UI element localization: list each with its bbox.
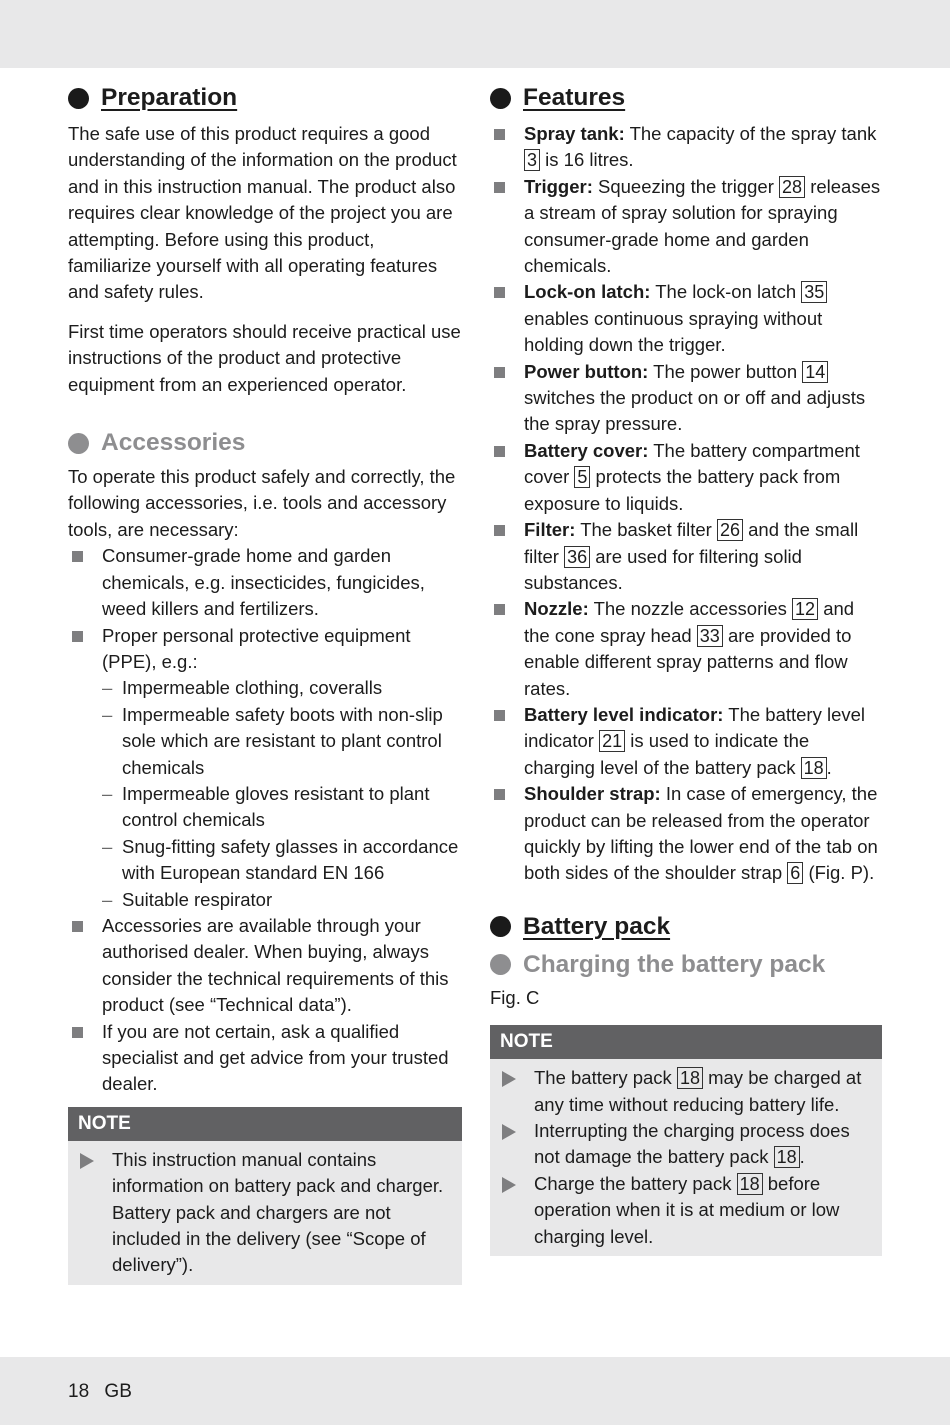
features-heading: Features (490, 82, 882, 114)
feature-lock-on-latch: Lock-on latch: The lock-on latch 35 enables continuous spraying without holding down the trigger. (490, 279, 882, 358)
sub-list-item: – Impermeable gloves resistant to plant control chemicals (102, 781, 462, 834)
ref-number: 3 (524, 149, 540, 171)
bullet-dot-icon (490, 954, 511, 975)
feature-spray-tank: Spray tank: The capacity of the spray tank 3 is 16 litres. (490, 121, 882, 174)
feature-trigger: Trigger: Squeezing the trigger 28 releases a stream of spray solution for spraying consumer-grade home and garden chemicals. (490, 174, 882, 280)
ref-number: 28 (779, 176, 805, 198)
ppe-sublist (102, 675, 462, 913)
list-item: Accessories are available through your authorised dealer. When buying, always consider the technical requirements of this product (see “Technical data”). (68, 913, 462, 1019)
left-column (68, 82, 462, 1285)
ref-number: 36 (564, 546, 590, 568)
figure-reference: Fig. C (490, 986, 540, 1008)
note-item: This instruction manual contains information on battery pack and charger. Battery pack and chargers are not included in the delivery (see “Scope of delivery”). (68, 1147, 454, 1279)
preparation-heading: Preparation (68, 82, 462, 114)
accessories-list (68, 543, 462, 1098)
feature-battery-cover: Battery cover: The battery compartment cover 5 protects the battery pack from exposure to liquids. (490, 438, 882, 517)
note-box (490, 1025, 882, 1256)
sub-list-item: – Impermeable clothing, coveralls (102, 675, 462, 701)
feature-battery-level-indicator: Battery level indicator: The battery level indicator 21 is used to indicate the charging level of the battery pack 18 . (490, 702, 882, 781)
ref-number: 18 (737, 1173, 763, 1195)
accessories-heading: Accessories (68, 427, 462, 459)
footer-band (0, 1357, 950, 1425)
language-code: GB (104, 1381, 132, 1402)
feature-nozzle: Nozzle: The nozzle accessories 12 and the cone spray head 33 are provided to enable different spray patterns and flow rates. (490, 596, 882, 702)
battery-pack-heading: Battery pack (490, 911, 882, 943)
feature-shoulder-strap: Shoulder strap: In case of emergency, the product can be released from the operator quickly by lifting the lower end of the tab on both sides of the shoulder strap 6 (Fig. P). (490, 781, 882, 887)
list-item: Consumer-grade home and garden chemicals, e.g. insecticides, fungicides, weed killers and fertilizers. (68, 543, 462, 622)
ref-number: 18 (677, 1067, 703, 1089)
ref-number: 33 (697, 625, 723, 647)
ref-number: 5 (574, 466, 590, 488)
ref-number: 18 (774, 1146, 800, 1168)
bullet-dot-icon (68, 88, 89, 109)
note-item: The battery pack 18 may be charged at any time without reducing battery life. (490, 1065, 874, 1118)
right-column (490, 82, 882, 1256)
sub-list-item: – Suitable respirator (102, 887, 462, 913)
note-title: NOTE (490, 1025, 882, 1059)
ref-number: 35 (801, 281, 827, 303)
ref-number: 6 (787, 862, 803, 884)
charging-heading: Charging the battery pack (490, 949, 882, 981)
list-item: Proper personal protective equipment (PPE), e.g.: – Impermeable clothing, coveralls – Impermeable safety boots with non-slip sole which are resistant to plant control chemicals – Impermeable gloves resistant to plant control chemicals – Snug-fitting safety glasses in accordance with European standard EN 166 – Suitable respirator (68, 623, 462, 913)
accessories-intro: To operate this product safely and correctly, the following accessories, i.e. tools and accessory tools, are necessary: (68, 466, 456, 540)
sub-list-item: – Impermeable safety boots with non-slip sole which are resistant to plant control chemicals (102, 702, 462, 781)
page-number: 18 (68, 1381, 90, 1402)
header-band (0, 0, 950, 68)
note-item: Charge the battery pack 18 before operation when it is at medium or low charging level. (490, 1171, 874, 1250)
note-title: NOTE (68, 1107, 462, 1141)
feature-filter: Filter: The basket filter 26 and the small filter 36 are used for filtering solid substances. (490, 517, 882, 596)
feature-power-button: Power button: The power button 14 switches the product on or off and adjusts the spray pressure. (490, 359, 882, 438)
features-list (490, 121, 882, 887)
bullet-dot-icon (490, 88, 511, 109)
preparation-paragraph-2: First time operators should receive practical use instructions of the product and protective equipment from an experienced operator. (68, 320, 461, 395)
ref-number: 12 (792, 598, 818, 620)
bullet-dot-icon (68, 433, 89, 454)
list-item: If you are not certain, ask a qualified specialist and get advice from your trusted dealer. (68, 1019, 462, 1098)
page-footer (68, 1381, 142, 1403)
ref-number: 14 (802, 361, 828, 383)
ref-number: 26 (717, 519, 743, 541)
bullet-dot-icon (490, 916, 511, 937)
ref-number: 21 (599, 730, 625, 752)
ref-number: 18 (801, 757, 827, 779)
preparation-paragraph-1: The safe use of this product requires a good understanding of the information on the product and in this instruction manual. The product also requires clear knowledge of the project you are attempting. Before using this product, familiarize yourself with all operating features and safety rules. (68, 123, 457, 303)
sub-list-item: – Snug-fitting safety glasses in accordance with European standard EN 166 (102, 834, 462, 887)
note-box (68, 1107, 462, 1285)
note-item: Interrupting the charging process does not damage the battery pack 18 . (490, 1118, 874, 1171)
